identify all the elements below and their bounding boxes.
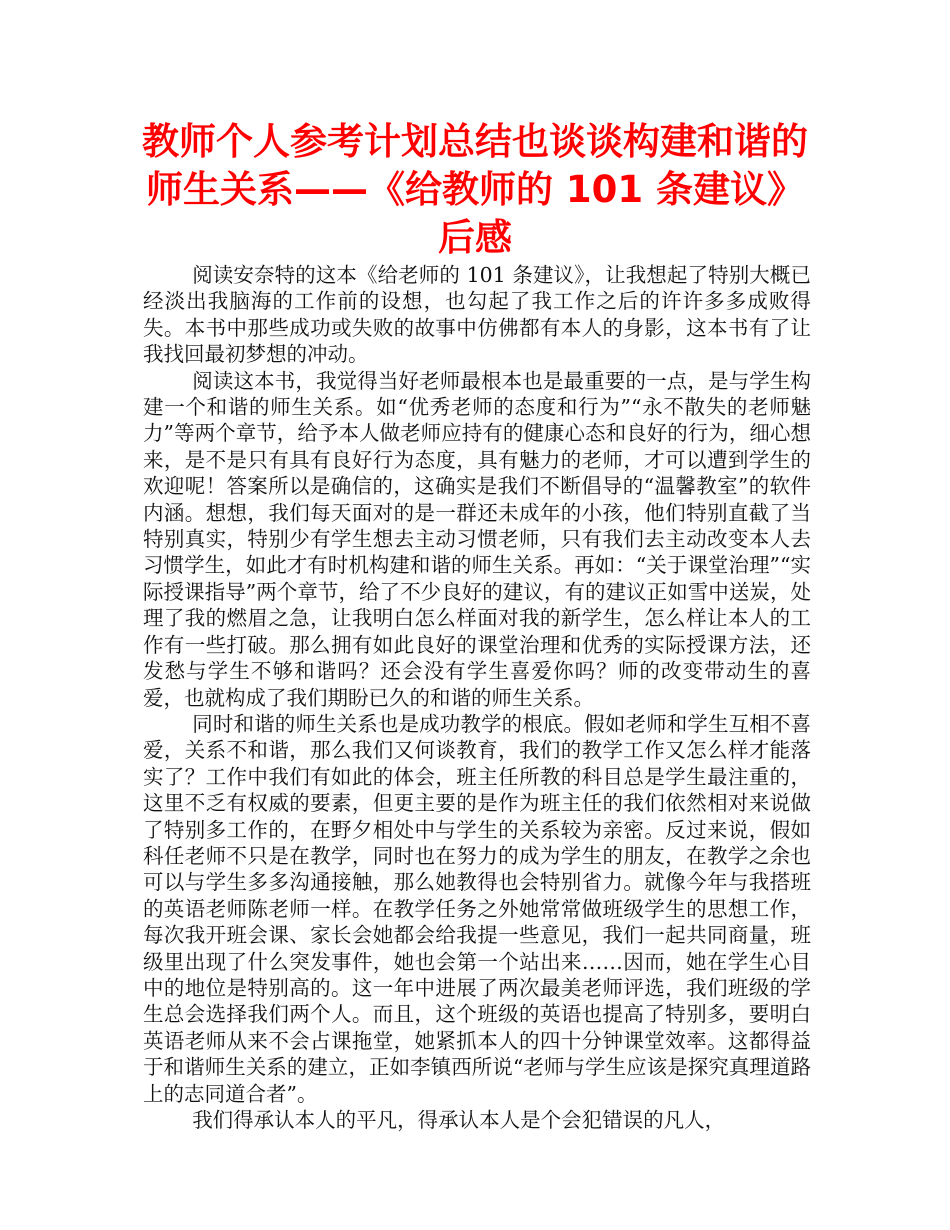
- paragraph: 同时和谐的师生关系也是成功教学的根底。假如老师和学生互相不喜爱，关系不和谐，那么我们又何谈教育，我们的教学工作又怎么样才能落实了？工作中我们有如此的体会，班主任所教的科目总是学生最注重的，这里不乏有权威的要素，但更主要的是作为班主任的我们依然相对来说做了特别多工作的，在野夕相处中与学生的关系较为亲密。反过来说，假如科任老师不只是在教学，同时也在努力的成为学生的朋友，在教学之余也可以与学生多多沟通接触，那么她教得也会特别省力。就像今年与我搭班的英语老师陈老师一样。在教学任务之外她常常做班级学生的思想工作，每次我开班会课、家长会她都会给我提一些意见，我们一起共同商量，班级里出现了什么突发事件，她也会第一个站出来……因而，她在学生心目中的地位是特别高的。这一年中进展了两次最美老师评选，我们班级的学生总会选择我们两个人。而且，这个班级的英语也提高了特别多，要明白英语老师从来不会占课拖堂，她紧抓本人的四十分钟课堂效率。这都得益于和谐师生关系的建立，正如李镇西所说“老师与学生应该是探究真理道路上的志同道合者”。: [143, 711, 811, 1106]
- paragraph: 我们得承认本人的平凡，得承认本人是个会犯错误的凡人，: [192, 1108, 726, 1132]
- paragraph: 阅读这本书，我觉得当好老师最根本也是最重要的一点，是与学生构建一个和谐的师生关系。如“优秀老师的态度和行为”“永不散失的老师魅力”等两个章节，给予本人做老师应持有的健康心态和良好的行为，细心想来，是不是只有具有良好行为态度，具有魅力的老师，才可以遭到学生的欢迎呢！答案所以是确信的，这确实是我们不断倡导的“温馨教室”的软件内涵。想想，我们每天面对的是一群还未成年的小孩，他们特别直截了当特别真实，特别少有学生想去主动习惯老师，只有我们去主动改变本人去习惯学生，如此才有时机构建和谐的师生关系。再如：“关于课堂治理”“实际授课指导”两个章节，给了不少良好的建议，有的建议正如雪中送炭，处理了我的燃眉之急，让我明白怎么样面对我的新学生，怎么样让本人的工作有一些打破。那么拥有如此良好的课堂治理和优秀的实际授课方法，还发愁与学生不够和谐吗？还会没有学生喜爱你吗？师的改变带动生的喜爱，也就构成了我们期盼已久的和谐的师生关系。: [143, 368, 811, 710]
- paragraph: 阅读安奈特的这本《给老师的 101 条建议》，让我想起了特别大概已经淡出我脑海的工作前的设想，也勾起了我工作之后的许许多多成败得失。本书中那些成功或失败的故事中仿佛都有本人的身影，这本书有了让我找回最初梦想的冲动。: [143, 263, 811, 367]
- document-title: 教师个人参考计划总结也谈谈构建和谐的师生关系——《给教师的 101 条建议》后感: [142, 120, 808, 259]
- document-body: [143, 262, 811, 1133]
